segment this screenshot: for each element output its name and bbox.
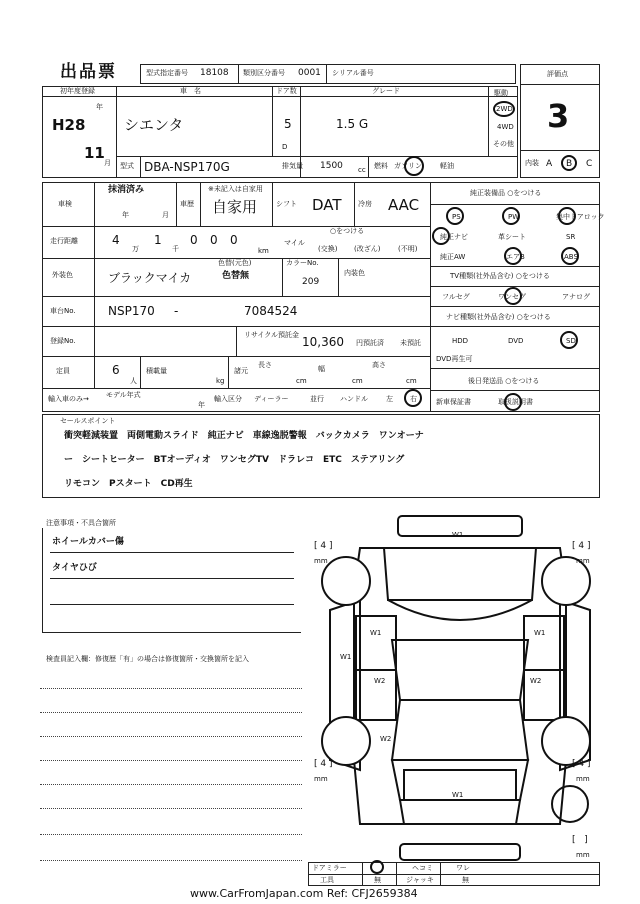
color-code: 209 [302, 277, 320, 287]
drive-label: 駆動 [494, 89, 508, 97]
mileage-digit-4: 0 [210, 233, 218, 247]
interior-a: A [546, 159, 553, 169]
recycle-label: リサイクル預託金 [244, 331, 300, 339]
doors-label: ドア数 [276, 87, 297, 95]
equip-ps: PS [452, 213, 461, 221]
handle-left: 左 [386, 395, 393, 403]
tire-rl-depth: [ 4 ] [314, 759, 333, 769]
footer-reference: www.CarFromJapan.com Ref: CFJ2659384 [190, 887, 418, 900]
import-class-label: 輸入区分 [214, 395, 242, 403]
legend-jack-value: 無 [462, 876, 469, 884]
recycle-paid: 円預託済 [356, 339, 384, 347]
mileage-digit-3: 0 [190, 233, 198, 247]
legend-mirror-circle [370, 860, 384, 874]
diesel-label: 軽油 [440, 162, 454, 170]
navi-hdd: HDD [452, 337, 469, 345]
width-label: 幅 [318, 365, 325, 373]
damage-rear: W1 [452, 791, 464, 799]
fuel-label: 燃料 [374, 162, 388, 170]
meter-reset: (改ざん) [354, 245, 381, 253]
drive-other: その他 [493, 140, 514, 148]
inspection-month-unit: 月 [162, 211, 169, 219]
capacity: 6 [112, 363, 120, 377]
capacity-label: 定員 [56, 367, 70, 375]
tire-fr-unit: mm [576, 557, 590, 565]
damage-front: W1 [452, 531, 464, 539]
history-value: 自家用 [212, 198, 258, 216]
displacement-label: 排気量 [282, 162, 303, 170]
ac-label: 冷房 [358, 200, 372, 208]
damage-left-front-door: W1 [370, 629, 382, 637]
equip-aw: 純正AW [440, 253, 466, 261]
tire-fl-unit: mm [314, 557, 328, 565]
import-dealer: ディーラー [254, 395, 289, 403]
model-code: DBA-NSP170G [144, 160, 230, 174]
history-label: 車歴 [180, 200, 194, 208]
mileage-digit-2: 1 [154, 233, 162, 247]
dimensions-label: 諸元 [234, 367, 248, 375]
recycle-value: 10,360 [302, 335, 344, 349]
chassis-prefix: NSP170 [108, 304, 155, 318]
after-warranty: 新車保証書 [436, 398, 471, 406]
tv-fullseg: フルセグ [442, 293, 470, 301]
car-name-label: 車 名 [180, 87, 201, 95]
tv-analog: アナログ [562, 293, 590, 301]
tv-title: TV種類(社外品含む) ○をつける [450, 272, 550, 280]
width-cm: cm [352, 377, 363, 385]
equip-airbag: エアB [506, 253, 525, 261]
ac-value: AAC [388, 196, 420, 214]
equip-navi: 純正ナビ [440, 233, 468, 241]
equip-leather: 革シート [498, 233, 526, 241]
class-number-label: 類別区分番号 [243, 69, 285, 77]
load-label: 積載量 [146, 367, 167, 375]
month-unit: 月 [104, 159, 111, 167]
navi-title: ナビ種類(社外品含む) ○をつける [446, 313, 551, 321]
handle-label: ハンドル [340, 395, 368, 403]
class-number: 0001 [298, 68, 321, 78]
equipment-title: 純正装備品 ○をつける [470, 189, 542, 197]
legend-crack: ワレ [456, 864, 470, 872]
damage-right-front-door: W1 [534, 629, 546, 637]
chassis-dash: - [174, 304, 179, 318]
registration-year: H28 [52, 116, 86, 134]
mileage-label: 走行距離 [50, 237, 78, 245]
inspection-label: 車検 [58, 200, 72, 208]
type-number-label: 型式指定番号 [146, 69, 188, 77]
fuel-value: ガソリン [394, 162, 422, 170]
navi-sd: SD [566, 337, 576, 345]
sales-point-line-1: 衝突軽減装置 両側電動スライド 純正ナビ 車線逸脱警報 バックカメラ ワンオーナ [64, 431, 424, 441]
equip-sr: SR [566, 233, 576, 241]
first-registration-label: 初年度登録 [60, 87, 95, 95]
drive-2wd: 2WD [496, 105, 513, 113]
meter-swap: (交換) [318, 245, 338, 253]
navi-dvd: DVD [508, 337, 524, 345]
damage-right-rear-door: W2 [530, 677, 542, 685]
legend-dent: ヘコミ [412, 864, 433, 872]
inspector-note: 検査員記入欄：修復歴「有」の場合は修復箇所・交換箇所を記入 [46, 655, 249, 663]
handle-right: 右 [410, 395, 417, 403]
notes-title: 注意事項・不具合箇所 [46, 519, 116, 527]
equip-abs: ABS [564, 253, 578, 261]
doors-unit: D [282, 143, 288, 151]
model-year-label: モデル年式 [106, 391, 141, 399]
interior-label: 内装 [525, 159, 539, 167]
chassis-number: 7084524 [244, 304, 298, 318]
capacity-unit: 人 [130, 377, 137, 385]
mileage-km: km [258, 247, 269, 255]
meter-mile: マイル [284, 239, 305, 247]
interior-color-label: 内装色 [344, 269, 365, 277]
after-manual: 取扱説明書 [498, 398, 533, 406]
interior-b: B [566, 159, 573, 169]
displacement: 1500 [320, 161, 343, 171]
mileage-man: 万 [132, 245, 139, 253]
serial-label: シリアル番号 [332, 69, 374, 77]
spare-tire-depth: [ ] [572, 835, 588, 845]
damage-left-quarter: W2 [380, 735, 392, 743]
grade-value: 1.5 G [336, 117, 369, 131]
after-title: 後日発送品 ○をつける [468, 377, 540, 385]
color-label: 外装色 [52, 271, 73, 279]
color-orig-label: 色替(元色) [218, 259, 252, 267]
color-code-label: カラーNo. [286, 259, 319, 267]
equip-pw: PW [508, 213, 520, 221]
equip-central-lock: 集中ドアロック [556, 213, 605, 221]
recycle-unpaid: 未預託 [400, 339, 421, 347]
damage-left-fender: W1 [340, 653, 352, 661]
shift-value: DAT [312, 196, 342, 214]
color-value: ブラックマイカ [108, 271, 192, 285]
tire-rl-unit: mm [314, 775, 328, 783]
model-label: 型式 [120, 162, 134, 170]
grade-label: 評価点 [547, 70, 568, 78]
mileage-sen: 千 [172, 245, 179, 253]
import-parallel: 並行 [310, 395, 324, 403]
legend-tools-value: 無 [374, 876, 381, 884]
inspection-value: 抹消済み [108, 185, 145, 195]
grade-score: 3 [547, 97, 570, 135]
registration-month: 11 [84, 144, 105, 162]
mileage-digit-5: 0 [230, 233, 238, 247]
load-kg: kg [216, 377, 225, 385]
height-label: 高さ [372, 361, 386, 369]
spare-tire-unit: mm [576, 851, 590, 859]
import-label: 輸入車のみ→ [48, 395, 89, 403]
mileage-digit-1: 4 [112, 233, 120, 247]
tire-fr-depth: [ 4 ] [572, 541, 591, 551]
meter-note: ○をつける [330, 227, 365, 235]
plate-label: 登録No. [50, 337, 76, 345]
doors: 5 [284, 117, 292, 131]
sales-points-title: セールスポイント [60, 417, 116, 425]
model-year-unit: 年 [198, 401, 205, 409]
legend-tools: 工具 [320, 876, 334, 884]
tire-fl-depth: [ 4 ] [314, 541, 333, 551]
sales-point-line-2: ー シートヒーター BTオーディオ ワンセグTV ドラレコ ETC ステアリング [64, 455, 405, 465]
sales-point-line-3: リモコン Pスタート CD再生 [64, 479, 193, 489]
height-cm: cm [406, 377, 417, 385]
grade-value-label: グレード [372, 87, 400, 95]
tire-rr-depth: [ 4 ] [572, 759, 591, 769]
damage-left-rear-door: W2 [374, 677, 386, 685]
legend-mirror: ドアミラー [312, 864, 347, 872]
displacement-unit: cc [358, 166, 366, 174]
car-name: シエンタ [124, 116, 184, 134]
meter-unknown: (不明) [398, 245, 418, 253]
drive-4wd: 4WD [497, 123, 514, 131]
chassis-label: 車台No. [50, 307, 76, 315]
color-swap: 色替無 [222, 271, 250, 281]
interior-c: C [586, 159, 593, 169]
year-unit: 年 [96, 103, 103, 111]
sheet-title: 出品票 [60, 62, 117, 82]
tv-oneseg: ワンセグ [498, 293, 526, 301]
note-tire-crack: タイヤひび [52, 563, 97, 573]
length-cm: cm [296, 377, 307, 385]
dvd-playback: DVD再生可 [436, 355, 473, 363]
history-note: ※未記入は自家用 [208, 185, 263, 193]
shift-label: シフト [276, 200, 297, 208]
legend-jack: ジャッキ [406, 876, 434, 884]
note-wheel-cover: ホイールカバー傷 [52, 537, 124, 547]
inspection-year-unit: 年 [122, 211, 129, 219]
tire-rr-unit: mm [576, 775, 590, 783]
type-number: 18108 [200, 68, 229, 78]
length-label: 長さ [258, 361, 272, 369]
